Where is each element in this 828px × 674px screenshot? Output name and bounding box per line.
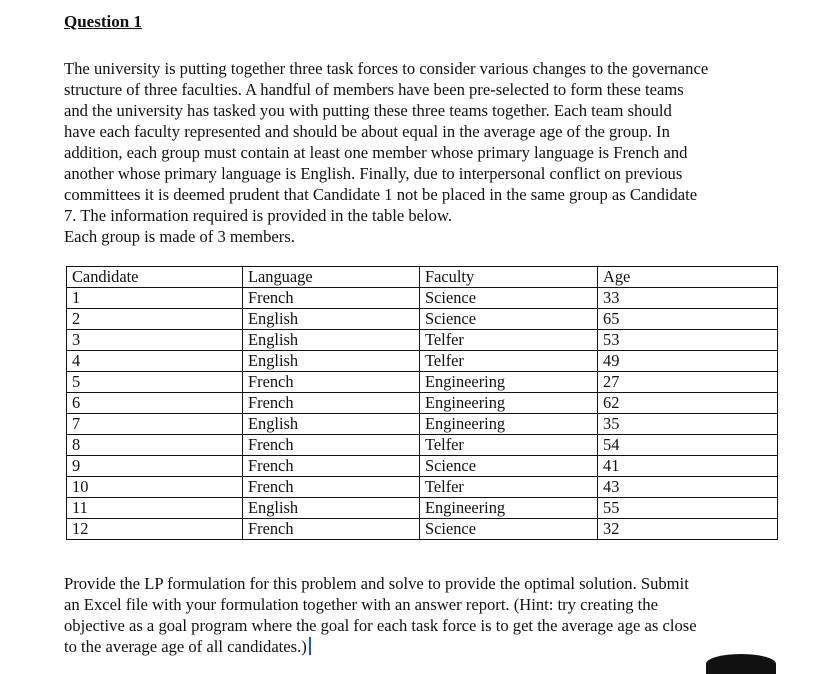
cell-age: 41 (598, 456, 778, 477)
cell-language: English (243, 309, 420, 330)
partial-dark-shape (706, 654, 776, 674)
table-row (67, 351, 778, 372)
table-row (67, 456, 778, 477)
table-row (67, 519, 778, 540)
cell-language: French (243, 393, 420, 414)
cell-age: 55 (598, 498, 778, 519)
statement-line: The university is putting together three task forces to consider various changes to the governance (64, 59, 709, 78)
cell-age: 43 (598, 477, 778, 498)
cell-language: English (243, 351, 420, 372)
cell-language: English (243, 414, 420, 435)
cell-candidate: 8 (67, 435, 243, 456)
table-row (67, 393, 778, 414)
table-row (67, 498, 778, 519)
table-row (67, 372, 778, 393)
statement-line: another whose primary language is English. Finally, due to interpersonal conflict on previous (64, 164, 683, 183)
table-row (67, 309, 778, 330)
cell-age: 32 (598, 519, 778, 540)
cell-age: 33 (598, 288, 778, 309)
cell-faculty: Science (420, 519, 598, 540)
cell-faculty: Engineering (420, 498, 598, 519)
statement-line: addition, each group must contain at least one member whose primary language is French and (64, 143, 688, 162)
instruction-line-text: to the average age of all candidates.) (64, 637, 307, 656)
table-row (67, 477, 778, 498)
cell-candidate: 5 (67, 372, 243, 393)
cell-candidate: 11 (67, 498, 243, 519)
cell-language: French (243, 519, 420, 540)
cell-faculty: Engineering (420, 372, 598, 393)
cell-language: English (243, 330, 420, 351)
cell-faculty: Engineering (420, 414, 598, 435)
text-cursor (309, 637, 311, 655)
instruction-line: Provide the LP formulation for this problem and solve to provide the optimal solution. Submit (64, 574, 689, 593)
cell-candidate: 6 (67, 393, 243, 414)
cell-age: 54 (598, 435, 778, 456)
cell-faculty: Science (420, 456, 598, 477)
statement-line: have each faculty represented and should be about equal in the average age of the group. In (64, 122, 670, 141)
statement-line: Each group is made of 3 members. (64, 227, 295, 246)
instruction-line: an Excel file with your formulation together with an answer report. (Hint: try creating the (64, 595, 658, 614)
table-header-row (67, 267, 778, 288)
cell-language: French (243, 288, 420, 309)
cell-candidate: 3 (67, 330, 243, 351)
instruction-line-last (64, 636, 780, 657)
statement-line: committees it is deemed prudent that Candidate 1 not be placed in the same group as Candidate (64, 185, 698, 204)
cell-age: 27 (598, 372, 778, 393)
cell-language: French (243, 477, 420, 498)
cell-age: 62 (598, 393, 778, 414)
statement-line: structure of three faculties. A handful of members have been pre-selected to form these teams (64, 80, 684, 99)
candidates-table (66, 266, 778, 540)
column-header-candidate: Candidate (67, 267, 243, 288)
table-row (67, 435, 778, 456)
cell-faculty: Science (420, 309, 598, 330)
statement-line: 7. The information required is provided in the table below. (64, 206, 453, 225)
table-row (67, 288, 778, 309)
cell-language: French (243, 435, 420, 456)
question-title: Question 1 (64, 12, 142, 31)
cell-faculty: Engineering (420, 393, 598, 414)
column-header-faculty: Faculty (420, 267, 598, 288)
cell-age: 49 (598, 351, 778, 372)
column-header-language: Language (243, 267, 420, 288)
cell-candidate: 12 (67, 519, 243, 540)
cell-language: French (243, 372, 420, 393)
cell-candidate: 1 (67, 288, 243, 309)
cell-age: 35 (598, 414, 778, 435)
problem-statement (64, 58, 780, 247)
cell-age: 65 (598, 309, 778, 330)
cell-faculty: Telfer (420, 435, 598, 456)
cell-age: 53 (598, 330, 778, 351)
table-row (67, 330, 778, 351)
instructions (64, 573, 780, 657)
table-row (67, 414, 778, 435)
cell-faculty: Telfer (420, 477, 598, 498)
cell-candidate: 7 (67, 414, 243, 435)
cell-faculty: Science (420, 288, 598, 309)
candidates-table-body (67, 288, 778, 540)
column-header-age: Age (598, 267, 778, 288)
cell-language: English (243, 498, 420, 519)
cell-candidate: 4 (67, 351, 243, 372)
cell-candidate: 10 (67, 477, 243, 498)
cell-language: French (243, 456, 420, 477)
cell-candidate: 2 (67, 309, 243, 330)
cell-faculty: Telfer (420, 330, 598, 351)
cell-faculty: Telfer (420, 351, 598, 372)
statement-line: and the university has tasked you with putting these three teams together. Each team should (64, 101, 672, 120)
instruction-line: objective as a goal program where the goal for each task force is to get the average age as close (64, 616, 697, 635)
cell-candidate: 9 (67, 456, 243, 477)
